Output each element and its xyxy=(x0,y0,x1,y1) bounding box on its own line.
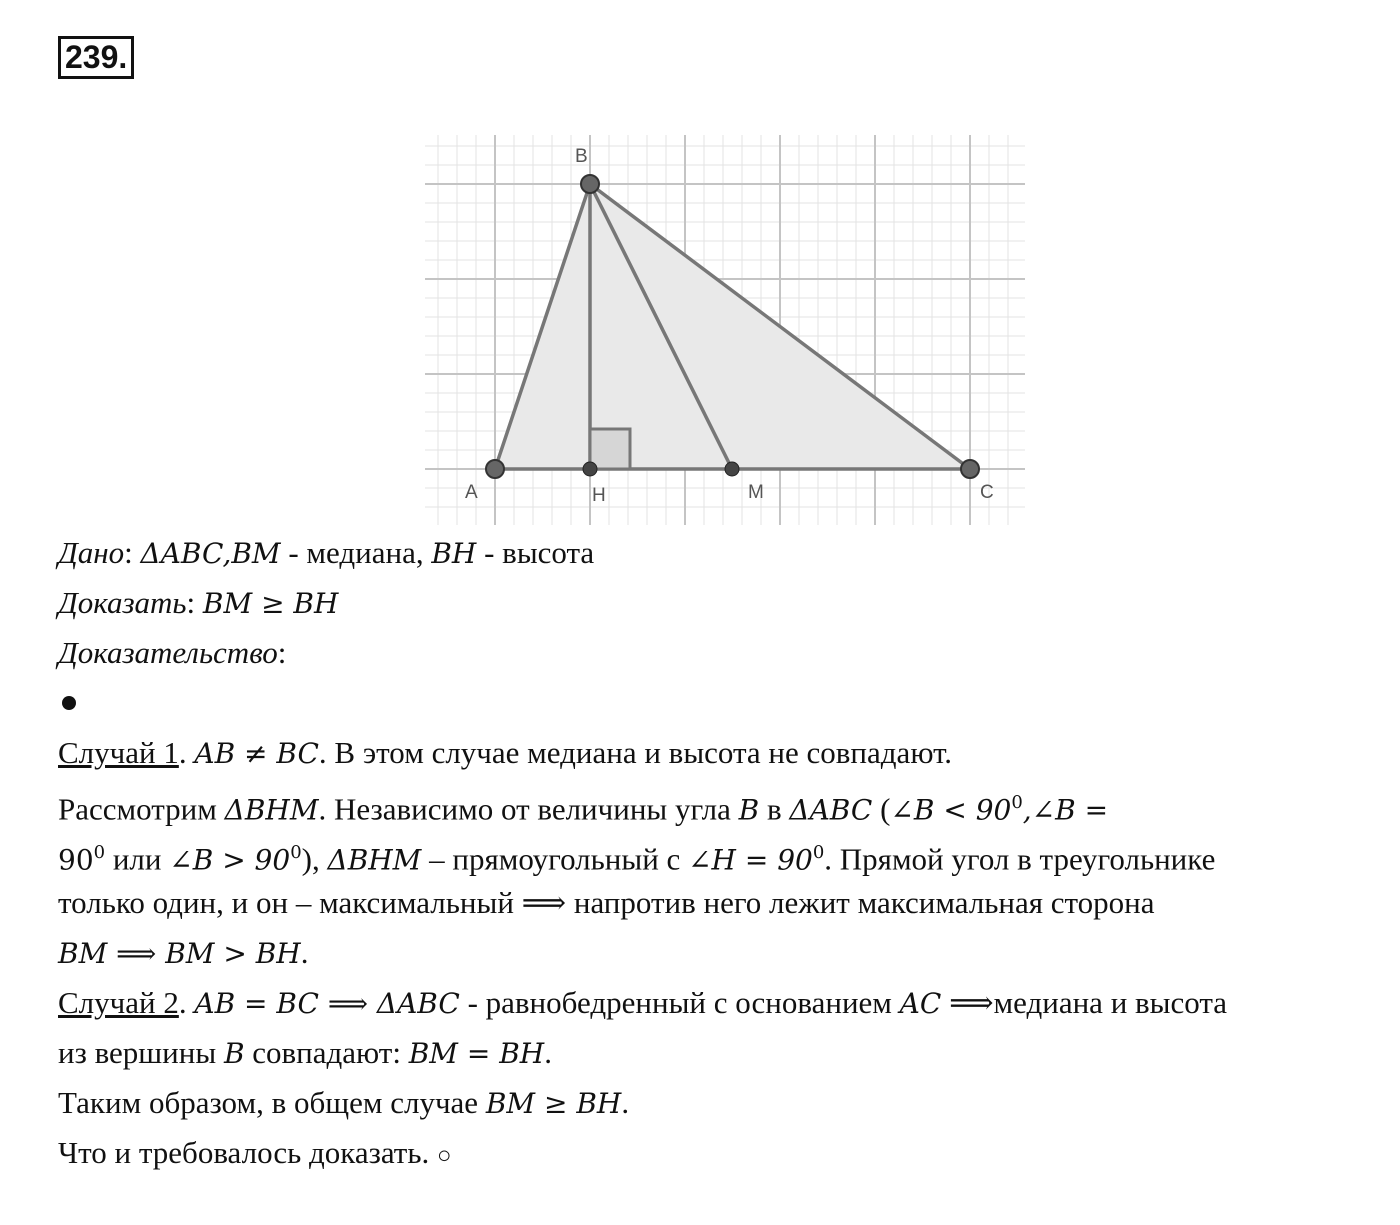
case1-line3-a: 90 xyxy=(58,843,94,877)
case1-line2-i: ,∠B = xyxy=(1022,793,1109,827)
triangle-abc xyxy=(495,184,970,469)
qed-text: Что и требовалось доказать. xyxy=(58,1135,430,1170)
case1-line3 xyxy=(58,828,1215,885)
case1-line5-formula: BM ⟹ BM > BH xyxy=(58,937,301,970)
given-triangle: ΔABC,BM xyxy=(140,537,281,570)
case1-line2-f: ΔABC xyxy=(789,793,873,827)
case1-line2-g: ( xyxy=(872,791,891,827)
case1-line3-c: ∠B > 90 xyxy=(169,843,291,877)
case2-ac: AC xyxy=(899,987,942,1020)
case2-dot: . xyxy=(178,985,195,1020)
case1-line5-end: . xyxy=(300,935,309,970)
prove-label: Доказать xyxy=(58,585,187,620)
point-h xyxy=(583,462,597,476)
case1-line5 xyxy=(58,928,308,979)
bullet-icon xyxy=(62,696,76,710)
conclusion-end: . xyxy=(621,1085,630,1120)
point-m xyxy=(725,462,739,476)
prove-colon: : xyxy=(186,585,196,620)
given-median-text: - медиана, xyxy=(280,535,432,570)
case1-line2-d: B xyxy=(738,793,760,827)
case1-line3-h: . Прямой угол в треугольнике xyxy=(824,841,1216,877)
case2-line2-b: B xyxy=(223,1037,245,1070)
given-height-text: - высота xyxy=(476,535,595,570)
conclusion-line xyxy=(58,1078,629,1129)
case1-line3-d: ), xyxy=(301,841,328,877)
triangle-diagram xyxy=(420,130,1030,530)
prove-statement: BM ≥ BH xyxy=(202,587,339,620)
case1-line2-h: ∠B < 90 xyxy=(890,793,1012,827)
point-a xyxy=(486,460,504,478)
proof-line xyxy=(58,628,286,678)
qed-symbol: ○ xyxy=(437,1143,452,1169)
given-line xyxy=(58,528,594,579)
point-b xyxy=(581,175,599,193)
case2-text2: ⟹медиана и высота xyxy=(941,985,1228,1020)
case1-line4 xyxy=(58,878,1155,928)
right-angle-mark xyxy=(590,429,630,469)
case1-line3-b: или xyxy=(105,841,170,877)
case1-line2-b: ΔBHM xyxy=(224,793,319,827)
case2-text1: - равнобедренный с основанием xyxy=(459,985,900,1020)
case2-line1 xyxy=(58,978,1227,1029)
case1-line2 xyxy=(58,778,1108,835)
case2-formula: AB = BC ⟹ ΔABC xyxy=(194,987,460,1020)
case1-line3-a-sup: 0 xyxy=(93,842,106,863)
case2-line2-e: . xyxy=(544,1035,552,1070)
case1-line2-e: в xyxy=(759,791,790,827)
case1-line4-text: только один, и он – максимальный ⟹ напротив него лежит максимальная сторона xyxy=(58,885,1155,920)
conclusion-formula: BM ≥ BH xyxy=(485,1087,622,1120)
given-label: Дано xyxy=(58,535,125,570)
label-a: A xyxy=(465,482,478,503)
given-colon: : xyxy=(124,535,133,570)
given-bh: BH xyxy=(431,537,477,570)
case1-label: Случай 1 xyxy=(58,735,179,770)
case1-line2-c: . Независимо от величины угла xyxy=(318,791,739,827)
case1-line3-g: ∠H = 90 xyxy=(688,843,813,877)
label-m: M xyxy=(748,482,764,503)
case2-line2 xyxy=(58,1028,552,1079)
prove-line xyxy=(58,578,338,629)
qed-line xyxy=(58,1128,452,1181)
case2-line2-d: BM = BH xyxy=(408,1037,545,1070)
label-c: C xyxy=(980,482,994,503)
conclusion-text: Таким образом, в общем случае xyxy=(58,1085,486,1120)
case1-line3-f: – прямоугольный с xyxy=(421,841,689,877)
proof-label: Доказательство xyxy=(58,635,278,670)
case1-dot: . xyxy=(178,735,195,770)
case2-line2-c: совпадают: xyxy=(244,1035,409,1070)
problem-number: 239. xyxy=(58,36,134,79)
case1-line3-g-sup: 0 xyxy=(812,842,825,863)
case1-line3-c-sup: 0 xyxy=(290,842,302,863)
case1-line2-h-sup: 0 xyxy=(1011,792,1023,813)
point-c xyxy=(961,460,979,478)
case1-condition: AB ≠ BC xyxy=(194,737,319,770)
case1-text1: . В этом случае медиана и высота не совпадают. xyxy=(318,735,953,770)
case2-label: Случай 2 xyxy=(58,985,179,1020)
case1-line1 xyxy=(58,728,952,779)
case1-line3-e: ΔBHM xyxy=(327,843,422,877)
case2-line2-a: из вершины xyxy=(58,1035,224,1070)
triangle-figure xyxy=(420,130,1030,530)
label-b: B xyxy=(575,146,588,167)
case1-line2-a: Рассмотрим xyxy=(58,791,225,827)
label-h: H xyxy=(592,485,606,506)
proof-colon: : xyxy=(277,635,287,670)
